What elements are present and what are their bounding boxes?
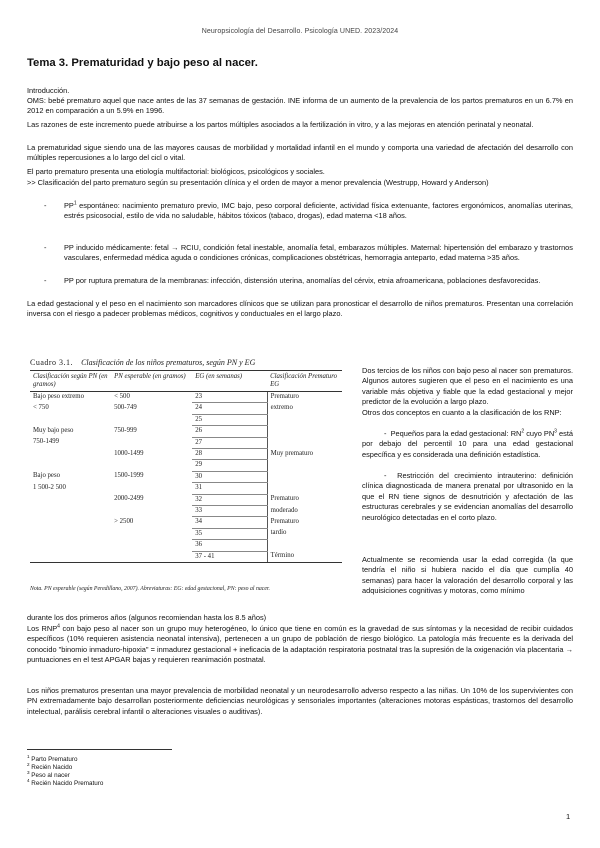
table-cell: Muy bajo peso [33, 426, 74, 434]
table-cell: > 2500 [114, 517, 134, 525]
table-cell [267, 471, 342, 482]
list-item [44, 276, 573, 286]
bullet-dash: - [44, 243, 47, 252]
table-cell [111, 483, 192, 494]
paragraph-edad-gestacional: La edad gestacional y el peso en el nacimiento son marcadores clínicos que se utilizan para pronosticar el desarrollo de niños prematuros. Presentan una correlación inversa con el riesgo a padecer problemas médicos, cognitivos y conductuales en el largo plazo. [27, 299, 573, 319]
table-row [30, 551, 342, 562]
table-header-row [30, 371, 342, 392]
table-row [30, 460, 342, 471]
table-header: EG (en semanas) [192, 371, 267, 392]
table-cell: 23 [192, 392, 267, 403]
right-bullet-restriccion: - Restricción del crecimiento intrauterino: definición clínica diagnosticada de manera prenatal por ultrasonido en la que el RN tiene signos de desnutrición y afectación de las estructuras cerebrales y se evidencian anomalías del desarrollo neurológico detectadas en el corto plazo. [362, 471, 573, 522]
table-cell: 37 - 41 [192, 551, 267, 562]
table-header: Clasificación según PN (en gramos) [30, 371, 111, 392]
table-header: Clasificación Prematuro EG [267, 371, 342, 392]
paragraph-oms: OMS: bebé prematuro aquel que nace antes de las 37 semanas de gestación. INE informa de un aumento de la prevalencia de los partos prematuros en un 6.7% en 2012 en comparación a un 5.9% en 1996. [27, 96, 573, 116]
table-row [30, 483, 342, 494]
footnote: $^3$ Peso al nacer [27, 769, 70, 779]
table-cell: moderado [267, 506, 342, 517]
bullet-text: $PP^1$ espontáneo: nacimiento prematuro previo, IMC bajo, peso corporal deficiente, actividad física extenuante, factores ergonómicos, anomalías uterinas, estrés psicosocial, estilo de vida no saludable, hábitos tóxicos (tabaco, drogas), edad materna <18 años. [64, 200, 573, 221]
classification-table [30, 370, 342, 563]
table-row [30, 449, 342, 460]
table-caption [30, 358, 255, 367]
table-cell: 36 [192, 540, 267, 551]
paragraph-durante: durante los dos primeros años (algunos recomiendan hasta los 8.5 años) [27, 613, 267, 622]
table-cell: 750-999 [114, 426, 137, 434]
table-cell: 32 [192, 494, 267, 505]
table-cell [30, 540, 111, 551]
bullet-dash: - [44, 201, 47, 210]
table-row [30, 426, 342, 437]
table-cell [267, 437, 342, 448]
table-cell [111, 506, 192, 517]
right-paragraph-otros-conceptos: Otros dos conceptos en cuanto a la clasificación de los RNP: [362, 408, 562, 417]
bullet-dash: - [384, 429, 387, 438]
table-cell: 500-749 [114, 403, 137, 411]
table-header: PN esperable (en gramos) [111, 371, 192, 392]
table-row [30, 392, 342, 403]
table-cell: Muy prematuro [267, 449, 342, 460]
paragraph-clasificacion: >> Clasificación del parto prematuro según su presentación clínica y el orden de mayor a menor prevalencia (Westrupp, Howard y Anderson) [27, 178, 489, 187]
table-cell: tardío [267, 528, 342, 539]
table-row [30, 437, 342, 448]
table-cell: < 500 [114, 393, 130, 400]
paragraph-etiologia: El parto prematuro presenta una etiología multifactorial: biológicos, psicológicos y sociales. [27, 167, 325, 176]
table-cell: 30 [192, 471, 267, 482]
page-number: 1 [566, 812, 571, 821]
right-bullet-pequenos: - Pequeños para la edad gestacional: $RN^2$ cuyo $PN^3$ está por debajo del percentil 10 para una edad gestacional específica y es considerada una definición estadística. [362, 428, 573, 459]
bullet-text: PP por ruptura prematura de la membranas: infección, distensión uterina, anomalías del cérvix, etnia afroamericana, poblaciones desfavorecidas. [64, 276, 541, 285]
list-item [44, 201, 573, 222]
table-cell: 34 [192, 517, 267, 528]
table-cell: < 750 [33, 403, 49, 411]
table-cell [111, 528, 192, 539]
table-title: Clasificación de los niños prematuros, según PN y EG [81, 358, 256, 367]
paragraph-prematuridad: La prematuridad sigue siendo una de las mayores causas de morbilidad y mortalidad infantil en el mundo y comporta una variedad de afectación del desarrollo con múltiples repercusiones a lo largo del cicl o vital. [27, 143, 573, 163]
table-row [30, 528, 342, 539]
table-cell: 29 [192, 460, 267, 471]
table-row [30, 403, 342, 414]
table-cell: 750-1499 [33, 438, 60, 446]
table-cell: 35 [192, 528, 267, 539]
table-cell [30, 494, 111, 505]
table-cell: Bajo peso [33, 472, 60, 480]
table-cell [111, 460, 192, 471]
bullet-dash: - [384, 471, 387, 480]
table-row [30, 517, 342, 528]
footnote: $^2$ Recién Nacido [27, 761, 73, 771]
bullet-dash: - [44, 276, 47, 285]
table-cell: 1 500-2 500 [33, 483, 66, 491]
table-cell: Término [267, 551, 342, 562]
table-cell: extremo [267, 403, 342, 414]
table-cell: Prematuro [267, 392, 342, 403]
right-paragraph-dos-tercios: Dos tercios de los niños con bajo peso al nacer son prematuros. Algunos autores sugieren que el peso en el nacimiento es una variable más objetiva y fiable que la edad gestacional y mejor predictor de la evolución a largo plazo. [362, 366, 573, 407]
page-title: Tema 3. Prematuridad y bajo peso al nacer. [27, 57, 258, 69]
table-cell: Prematuro [267, 517, 342, 528]
table-cell [111, 551, 192, 562]
table-row [30, 414, 342, 425]
list-item [44, 243, 573, 264]
table-cell [267, 483, 342, 494]
table-cell [267, 460, 342, 471]
table-cell: 2000-2499 [114, 495, 144, 503]
table-cell [267, 414, 342, 425]
table-cell: 27 [192, 437, 267, 448]
table-cell [30, 414, 111, 425]
table-cell [267, 540, 342, 551]
table-cell: Bajo peso extremo [33, 393, 84, 400]
table-row [30, 506, 342, 517]
table-cell [30, 551, 111, 562]
paragraph-razones: Las razones de este incremento puede atribuirse a los partos múltiples asociados a la fertilización in vitro, y a las mejoras en atención perinatal y neonatal. [27, 120, 534, 129]
table-number: Cuadro 3.1. [30, 358, 74, 367]
classification-table-figure [28, 356, 346, 608]
footnote: $^4$ Recién Nacido Prematuro [27, 777, 104, 787]
table-cell [267, 426, 342, 437]
table-cell [111, 437, 192, 448]
footnote-divider [27, 749, 172, 750]
table-row [30, 471, 342, 482]
table-cell [30, 517, 111, 528]
table-cell [30, 506, 111, 517]
table-cell [111, 540, 192, 551]
right-paragraph-edad-corregida: Actualmente se recomienda usar la edad corregida (la que tendría el niño si hubiera nacido el día que cumplía 40 semanas) para hacer la valoración del desarrollo corporal y las adquisiciones cognitivas y motoras, como mínimo [362, 555, 573, 596]
table-cell [30, 460, 111, 471]
table-cell: 26 [192, 426, 267, 437]
page-header: Neuropsicología del Desarrollo. Psicología UNED. 2023/2024 [201, 28, 399, 35]
table-cell [30, 449, 111, 460]
section-heading-intro: Introducción. [27, 86, 70, 95]
paragraph-rnp: Los RNP$^4$ con bajo peso al nacer son un grupo muy heterogéneo, lo único que tiene en común es la gravedad de sus síntomas y la necesidad de recibir cuidados específicos (10% requieren asistencia neonatal intensiva), pertenecen a un grupo de población de riesgo biológico. La patología más frecuente es la derivada del conocido "binomio inmaduro-hipoxia" = inmadurez gestacional + ineficacia de la adaptación respiratoria postnatal tras la supresión de la oxigenación vía placentaria → puntuaciones en el test APGAR bajas y requieren reanimación postnatal. [27, 623, 574, 665]
table-cell: 1000-1499 [114, 449, 144, 457]
table-note: Nota. PN esperable (según Peredillano, 2007). Abreviaturas: EG: edad gestacional, PN: peso al nacer. [30, 586, 270, 592]
table-cell [30, 528, 111, 539]
table-cell: 25 [192, 414, 267, 425]
bullet-text: PP inducido médicamente: fetal → RCIU, condición fetal inestable, anomalía fetal, embarazos múltiples. Maternal: hipertensión del embarazo y trastornos vasculares, enfermedad médica aguda o condiciones crónicas, complicaciones obstétricas, hemorragia anteparto, edad materna >35 años. [64, 243, 573, 263]
table-cell: 33 [192, 506, 267, 517]
footnote: $^1$ Parto Prematuro [27, 753, 78, 763]
table-cell: Prematuro [267, 494, 342, 505]
table-row [30, 540, 342, 551]
table-cell: 1500-1999 [114, 472, 144, 480]
table-cell: 28 [192, 449, 267, 460]
table-cell [111, 414, 192, 425]
table-row [30, 494, 342, 505]
paragraph-ninos-prematuros: Los niños prematuros presentan una mayor prevalencia de morbilidad neonatal y un neurodesarrollo adverso respecto a las niñas. Un 10% de los supervivientes con PN extremadamente bajo desarrollan posteriormente deficiencias neurológicas y sensoriales importantes (alteraciones motoras espásticas, trastornos del desarrollo intelectual, parálisis cerebral infantil o alteraciones visuales o auditivas). [27, 686, 573, 716]
table-cell: 24 [192, 403, 267, 414]
table-cell: 31 [192, 483, 267, 494]
